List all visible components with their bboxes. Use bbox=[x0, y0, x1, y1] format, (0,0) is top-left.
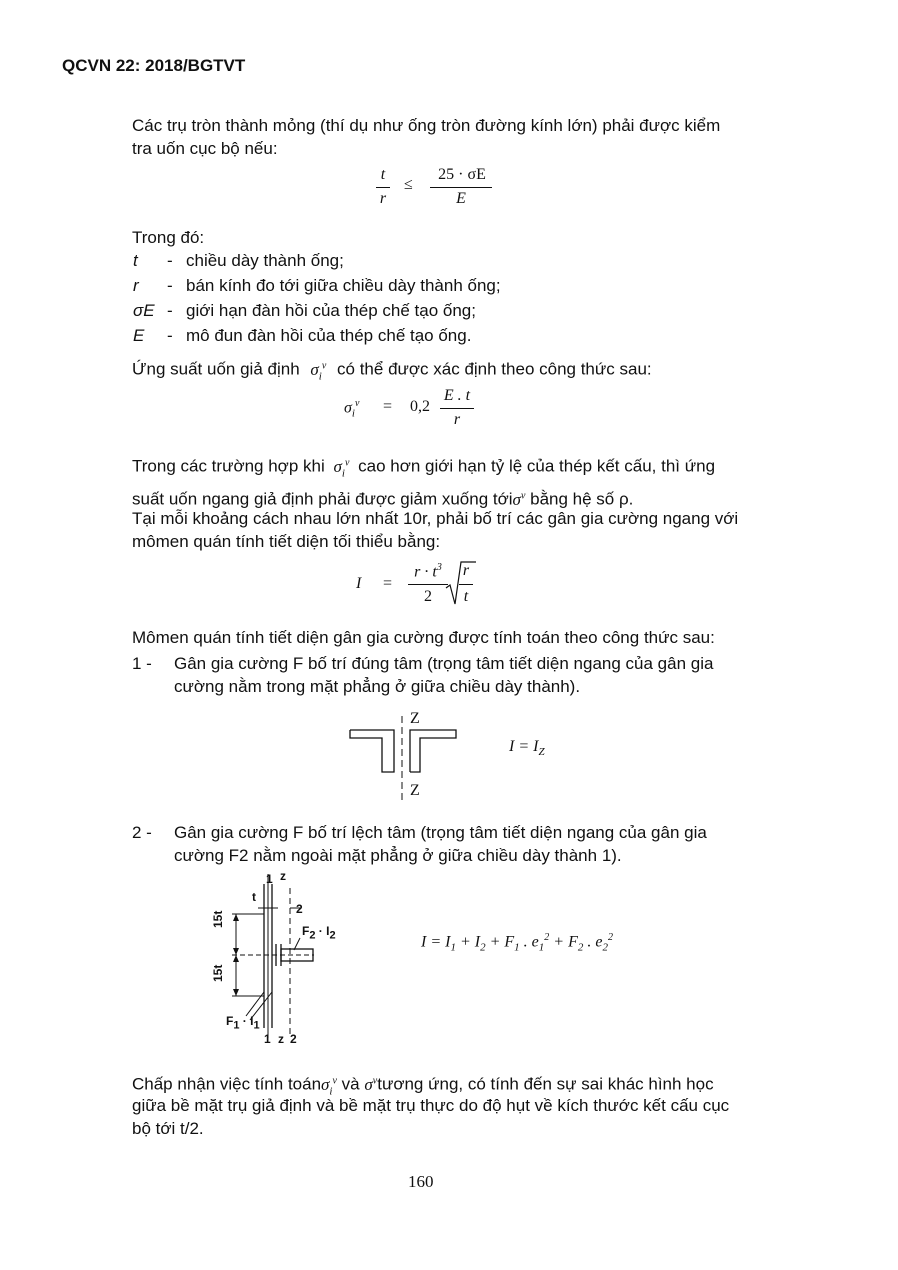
case1-axis-label-bottom: Z bbox=[410, 782, 420, 799]
paragraph-stress-intro: Ứng suất uốn giả định $\sigma_i^v$ có thể được xác định theo công thức sau: bbox=[132, 359, 652, 383]
paragraph-inertia-methods: Mômen quán tính tiết diện gân gia cường được tính toán theo công thức sau: bbox=[132, 628, 715, 647]
case2-label-one-top: 1 bbox=[266, 872, 273, 886]
case2-label-plane-two: 2 bbox=[296, 902, 303, 916]
formula2-denominator: r bbox=[453, 411, 461, 428]
formula3-radical-numerator: r bbox=[462, 562, 470, 579]
formula3-denominator: 2 bbox=[424, 588, 432, 605]
paragraph-intro-line2: tra uốn cục bộ nếu: bbox=[132, 139, 278, 158]
paragraph-proportional-limit: Trong các trường hợp khi $\sigma_i^v$ cao hơn giới hạn tỷ lệ của thép kết cấu, thì ứng bbox=[132, 456, 716, 480]
case1-formula: $I = I_Z$ bbox=[509, 738, 545, 759]
def-text: chiều dày thành ống; bbox=[186, 251, 344, 270]
page-number: 160 bbox=[408, 1172, 434, 1191]
def-symbol: σE bbox=[133, 301, 155, 320]
paragraph-acceptance-line3: bộ tới t/2. bbox=[132, 1119, 204, 1138]
case2-label-one-bottom: 1 bbox=[264, 1032, 271, 1046]
paragraph-intro-line1: Các trụ tròn thành mỏng (thí dụ như ống tròn đường kính lớn) phải được kiểm bbox=[132, 116, 721, 135]
case2-label-f1: F1 · I1 bbox=[226, 1014, 260, 1032]
paragraph-stiffener-spacing-line2: mômen quán tính tiết diện tối thiểu bằng: bbox=[132, 532, 441, 551]
case2-number: 2 - bbox=[132, 823, 152, 842]
paragraph-stiffener-spacing-line1: Tại mỗi khoảng cách nhau lớn nhất 10r, phải bố trí các gân gia cường ngang với bbox=[132, 509, 739, 528]
case2-label-t: t bbox=[252, 890, 256, 904]
paragraph-proportional-limit-line2: suất uốn ngang giả định phải được giảm xuống tớiσ$^v$ bằng hệ số ρ. bbox=[132, 489, 634, 509]
case2-line1: Gân gia cường F bố trí lệch tâm (trọng tâm tiết diện ngang của gân gia bbox=[174, 823, 707, 842]
formula1-rhs-numerator: 25 · σE bbox=[438, 166, 486, 183]
def-symbol: E bbox=[133, 326, 145, 345]
case2-dim-bottom: 15t bbox=[211, 964, 225, 982]
case2-label-two-bottom: 2 bbox=[290, 1032, 297, 1046]
formula2-coefficient: 0,2 bbox=[410, 398, 430, 415]
case2-label-f2: F2 · I2 bbox=[302, 924, 336, 942]
case2-line2: cường F2 nằm ngoài mặt phẳng ở giữa chiều dày thành 1). bbox=[174, 846, 622, 865]
definitions-intro: Trong đó: bbox=[132, 228, 205, 247]
def-symbol: r bbox=[133, 276, 139, 295]
document-header: QCVN 22: 2018/BGTVT bbox=[62, 56, 246, 75]
formula1-lhs-numerator: t bbox=[380, 166, 386, 183]
case2-label-z-top: z bbox=[280, 869, 286, 883]
def-symbol: t bbox=[133, 251, 138, 270]
def-dash: - bbox=[167, 251, 173, 270]
case1-axis-label-top: Z bbox=[410, 710, 420, 727]
formula3-lhs: I bbox=[356, 575, 362, 592]
formula3-equals: = bbox=[383, 575, 393, 592]
def-dash: - bbox=[167, 326, 173, 345]
case1-line1: Gân gia cường F bố trí đúng tâm (trọng tâm tiết diện ngang của gân gia bbox=[174, 654, 714, 673]
paragraph-acceptance-line2: giữa bề mặt trụ giả định và bề mặt trụ thực do độ hụt về kích thước kết cấu cục bbox=[132, 1096, 730, 1115]
def-text: bán kính đo tới giữa chiều dày thành ống; bbox=[186, 276, 501, 295]
case1-line2: cường nằm trong mặt phẳng ở giữa chiều dày thành). bbox=[174, 677, 581, 696]
case2-dim-top: 15t bbox=[211, 910, 225, 928]
formula1-rhs-denominator: E bbox=[456, 190, 466, 207]
case1-centric-stiffener-diagram bbox=[346, 708, 466, 804]
formula3-radical-denominator: t bbox=[463, 588, 469, 605]
formula2-equals: = bbox=[383, 398, 393, 415]
def-text: giới hạn đàn hồi của thép chế tạo ống; bbox=[186, 301, 476, 320]
formula2-lhs: $\sigma_i^v$ bbox=[344, 398, 360, 420]
formula3-numerator: $r \cdot t^3$ bbox=[414, 562, 442, 581]
formula1-lhs-denominator: r bbox=[379, 190, 387, 207]
case2-label-z-bottom: z bbox=[278, 1032, 284, 1046]
def-text: mô đun đàn hồi của thép chế tạo ống. bbox=[186, 326, 472, 345]
formula2-numerator: E . t bbox=[443, 387, 471, 404]
case2-formula: $I = I_1 + I_2 + F_1$ . $e_1^2 + F_2$ . $e_2^2$ bbox=[421, 932, 613, 954]
case1-number: 1 - bbox=[132, 654, 152, 673]
def-dash: - bbox=[167, 276, 173, 295]
paragraph-acceptance-line1: Chấp nhận việc tính toánσ$_i^v$ và $\sigma^vtương$ ứng, có tính đến sự sai khác hình học bbox=[132, 1074, 714, 1098]
formula1-operator: ≤ bbox=[404, 176, 413, 193]
def-dash: - bbox=[167, 301, 173, 320]
